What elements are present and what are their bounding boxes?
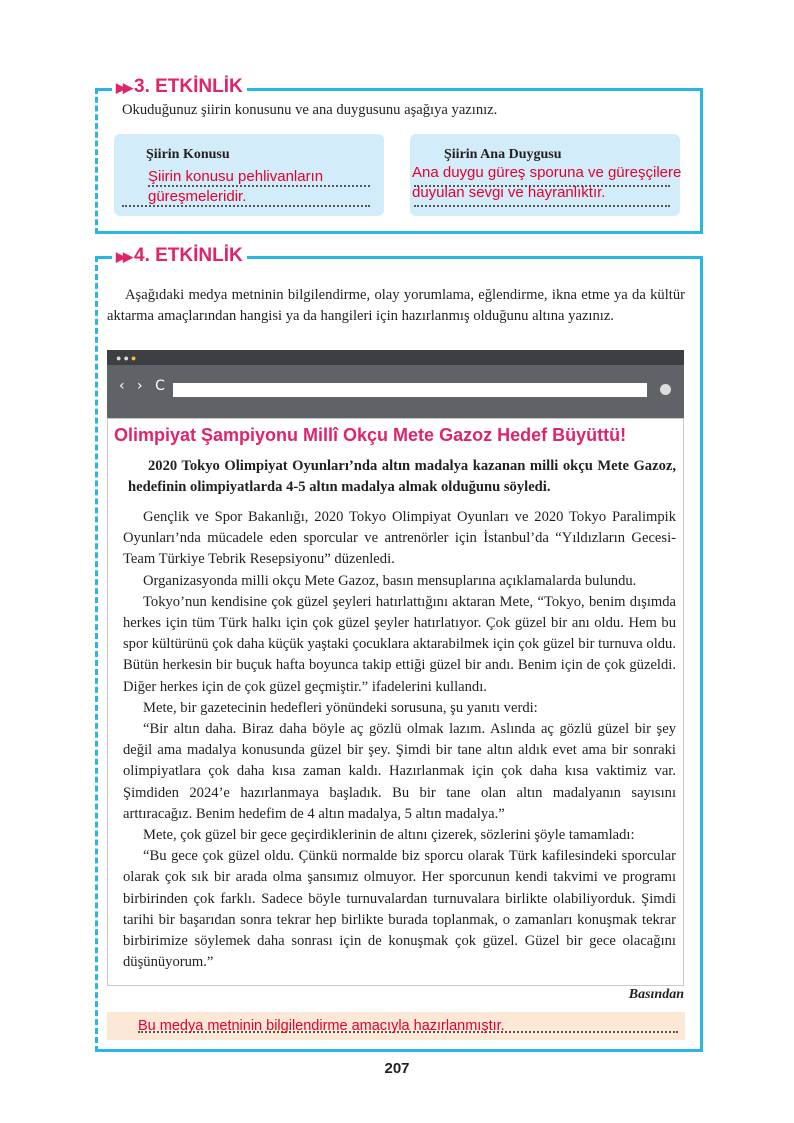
article-headline: Olimpiyat Şampiyonu Millî Okçu Mete Gazoz Hedef Büyüttü!	[114, 425, 627, 445]
activity4-instruction: Aşağıdaki medya metninin bilgilendirme, olay yorumlama, eğlendirme, ikna etme ya da kültür aktarma amaçlarından hangisi ya da hangileri için hazırlanmış olduğunu altına yazınız.	[107, 287, 685, 324]
activity3-heading: ▶▶ 3. ETKİNLİK	[112, 76, 247, 99]
window-controls: ●●●	[116, 353, 139, 363]
activity4-answer: Bu medya metninin bilgilendirme amacıyla hazırlanmıştır.	[138, 1018, 505, 1034]
konu-answer: Şiirin konusu pehlivanların güreşmeleridir.	[148, 168, 324, 205]
double-arrow-icon: ▶▶	[116, 80, 130, 95]
article-source: Basından	[628, 987, 684, 1002]
browser-window	[107, 350, 684, 418]
page-number: 207	[384, 1060, 410, 1077]
article-paragraph: Organizasyonda milli okçu Mete Gazoz, basın mensuplarına açıklamalarda bulundu.	[143, 572, 637, 589]
konu-box-title: Şiirin Konusu	[146, 147, 230, 162]
activity4-left-dash	[95, 256, 98, 1052]
activity3-instruction: Okuduğunuz şiirin konusunu ve ana duygusunu aşağıya yazınız.	[122, 102, 498, 118]
article-paragraph: Mete, bir gazetecinin hedefleri yönündeki sorusuna, şu yanıtı verdi:	[143, 699, 538, 716]
nav-icons[interactable]: ‹ › C	[119, 378, 169, 394]
activity4-heading: ▶▶ 4. ETKİNLİK	[112, 245, 247, 268]
double-arrow-icon: ▶▶	[116, 249, 130, 264]
article-paragraph: “Bu gece çok güzel oldu. Çünkü normalde biz sporcu olarak Türk kafilesindeki sporcular olarak çok sık bir arada olma şansımız olmuyor. Her sporcunun kendi takvimi ve programı birbirinden çok farklı. Sadece böyle turnuvalardan turnuvalara birlikte olabiliyorduk. Şimdi tarihi bir başarıdan sonra tekrar hep birlikte burada toplanmak, o zamanları konuşmak tekrar birbirimize söylemek daha sonrası için de konuşmak çok güzel. Güzel bir gece olacağını düşünüyorum.”	[123, 848, 676, 971]
browser-title-bar	[107, 350, 684, 365]
duygu-box-title: Şiirin Ana Duygusu	[444, 147, 562, 162]
article-paragraph: Tokyo’nun kendisine çok güzel şeyleri hatırlattığını aktaran Mete, “Tokyo, benim dışımda herkes için tüm Türk halkı için çok güzel şeyler hatırlatıyor. Çok güzel bir anı oldu. Hem bu spor kültürünü çok daha küçük yaştaki çocuklara aktarabilmek için çok güzel bir turnuva oldu. Bütün herkesin bir buçuk hafta boyunca takip ettiği güzel bir andı. Benim için de çok güzeldi. Diğer herkes için de çok güzel geçmiştir.” ifadelerini kullandı.	[123, 593, 676, 695]
address-bar[interactable]	[173, 383, 647, 397]
activity3-left-dash	[95, 88, 98, 234]
article-paragraph: “Bir altın daha. Biraz daha böyle aç gözlü olmak lazım. Aslında aç gözlü güzel bir şey değil ama madalya konusunda güzel bir şey. Şimdi bir tane altın aldık evet ama bir sonraki olimpiyatlara çok daha kısa zaman kaldı. Hazırlanmak için çok daha kısa vaktimiz var. Şimdiden 2024’e hazırlanmaya başladık. Bu bir tane olan altın madalyanın sayısını arttıracağız. Benim hedefim de 4 altın madalya, 5 altın madalya.”	[123, 721, 676, 822]
menu-icon[interactable]	[660, 384, 671, 395]
article-lead: 2020 Tokyo Olimpiyat Oyunları’nda altın madalya kazanan milli okçu Mete Gazoz, hedefinin olimpiyatlarda 4-5 altın madalya almak olduğunu söyledi.	[128, 458, 676, 495]
article-body	[123, 507, 676, 973]
duygu-answer: Ana duygu güreş sporuna ve güreşçilere duyulan sevgi ve hayranlıktır.	[412, 164, 682, 201]
article-paragraph: Mete, çok güzel bir gece geçirdiklerinin de altını çizerek, sözlerini şöyle tamamladı:	[143, 827, 635, 844]
article-paragraph: Gençlik ve Spor Bakanlığı, 2020 Tokyo Olimpiyat Oyunları ve 2020 Tokyo Paralimpik Oyunları’nda mücadele eden sporcular ve antrenörler için İstanbul’da “Yıldızların Gecesi-Team Türkiye Tebrik Resepsiyonu” düzenledi.	[123, 509, 676, 568]
